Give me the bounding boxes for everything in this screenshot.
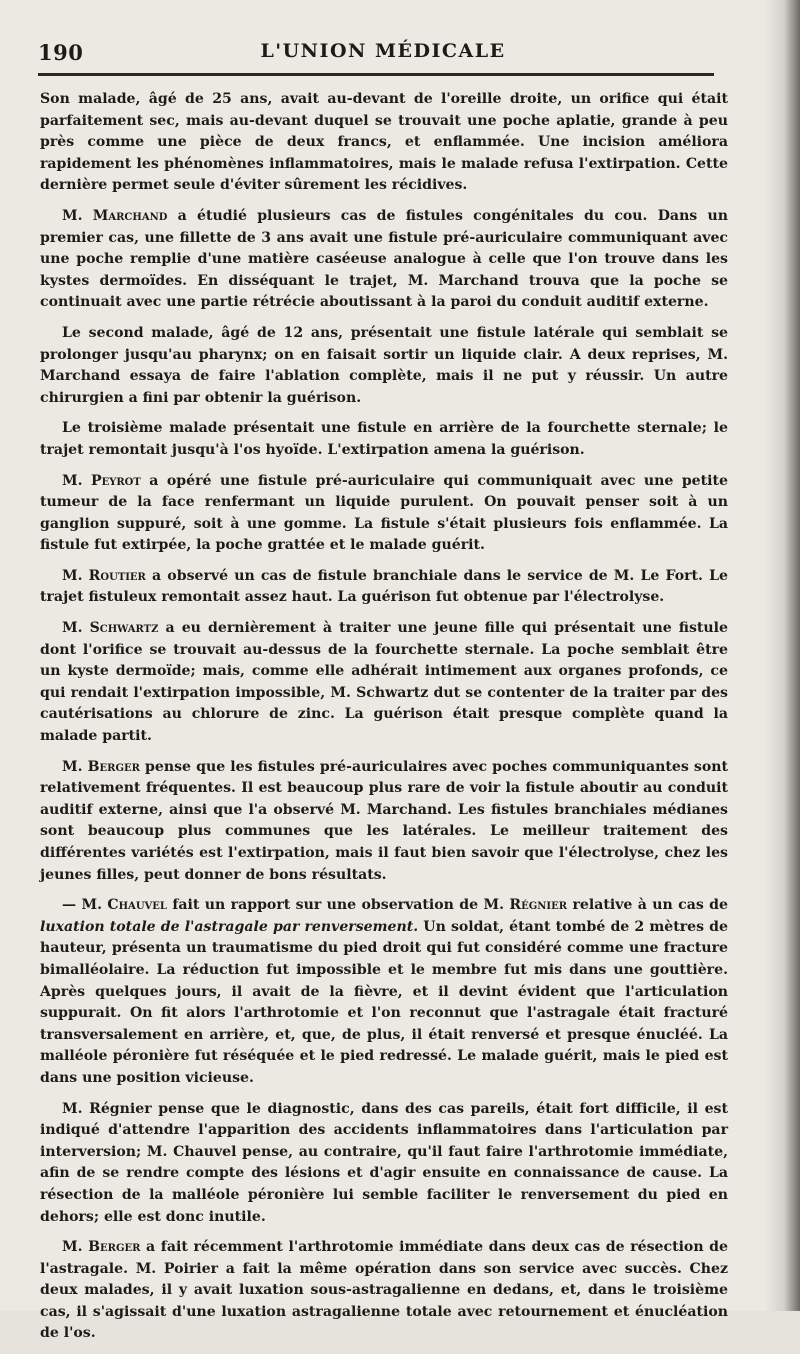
article-body [40,89,728,1354]
paragraph-7: M. Schwartz a eu dernièrement à traiter une jeune fille qui présentait une fistule dont l'orifice se trouvait au-dessus de la fourchette sternale. La poche semblait être un kyste dermoïde; mais, comme elle adhérait intimement aux organes profonds, ce qui rendait l'extirpation impossible, M. Schwartz dut se contenter de la traiter par des cautérisations au chlorure de zinc. La guérison était presque complète quand la malade partit. [40,620,728,745]
header-rule [38,73,714,76]
page-header [38,38,728,72]
paragraph-9: — M. Chauvel fait un rapport sur une observation de M. Régnier relative à un cas de luxation totale de l'astragale par renversement. Un soldat, étant tombé de 2 mètres de hauteur, présenta un traumatisme du pied droit qui fut considéré comme une fracture bimalléolaire. La réduction fut impossible et le membre fut mis dans une gouttière. Après quelques jours, il avait de la fièvre, et il devint évident que l'articulation suppurait. On fit alors l'arthrotomie et l'on reconnut que l'astragale était fracturé transversalement en arrière, et, que, de plus, il était renversé et presque énucléé. La malléole péronière fut réséquée et le pied redressé. Le malade guérit, mais le pied est dans une position vicieuse. [40,897,728,1086]
page-edge-shadow [764,0,800,1311]
paragraph-10: M. Régnier pense que le diagnostic, dans des cas pareils, était fort difficile, il est indiqué d'attendre l'apparition des accidents inflammatoires dans l'articulation par interversion; M. Chauvel pense, au contraire, qu'il faut faire l'arthrotomie immédiate, afin de se rendre compte des lésions et d'agir ensuite en connaissance de cause. La résection de la malléole péronière lui semble faciliter le renversement du pied en dehors; elle est donc inutile. [40,1100,728,1225]
page-number: 190 [38,40,84,65]
paragraph-4: Le troisième malade présentait une fistule en arrière de la fourchette sternale; le trajet remontait jusqu'à l'os hyoïde. L'extirpation amena la guérison. [40,420,728,458]
author-name: Marchand [92,207,168,224]
case-title: luxation totale de l'astragale par renversement. [40,918,419,935]
running-title: L'UNION MÉDICALE [260,40,506,62]
paragraph-6: M. Routier a observé un cas de fistule branchiale dans le service de M. Le Fort. Le trajet fistuleux remontait assez haut. La guérison fut obtenue par l'électrolyse. [40,567,728,606]
author-name: Berger [88,1239,141,1256]
author-name: Peyrot [90,472,141,489]
author-name: Chauvel [107,897,167,914]
paragraph-2: M. Marchand a étudié plusieurs cas de fistules congénitales du cou. Dans un premier cas, une fillette de 3 ans avait une fistule pré-auriculaire communiquant avec une poche remplie d'une matière caséeuse analogue à celle que l'on trouve dans les kystes dermoïdes. En disséquant le trajet, M. Marchand trouva que la poche se continuait avec une partie rétrécie aboutissant à la paroi du conduit auditif externe. [40,207,728,311]
author-name: Régnier [509,897,568,914]
author-name: Berger [87,758,140,775]
paragraph-8: M. Berger pense que les fistules pré-auriculaires avec poches communiquantes sont relativement fréquentes. Il est beaucoup plus rare de voir la fistule aboutir au conduit auditif externe, ainsi que l'a observé M. Marchand. Les fistules branchiales médianes sont beaucoup plus communes que les latérales. Le meilleur traitement des différentes variétés est l'extirpation, mais il faut bien savoir que l'électrolyse, chez les jeunes filles, peut donner de bons résultats. [40,758,728,883]
paragraph-3: Le second malade, âgé de 12 ans, présentait une fistule latérale qui semblait se prolonger jusqu'au pharynx; on en faisait sortir un liquide clair. A deux reprises, M. Marchand essaya de faire l'ablation complète, mais il ne put y réussir. Un autre chirurgien a fini par obtenir la guérison. [40,324,728,406]
author-name: Schwartz [89,620,159,637]
paragraph-1: Son malade, âgé de 25 ans, avait au-devant de l'oreille droite, un orifice qui était parfaitement sec, mais au-devant duquel se trouvait une poche aplatie, grande à peu près comme une pièce de deux francs, et enflammée. Une incision améliora rapidement les phénomènes inflammatoires, mais le malade refusa l'extirpation. Cette dernière permet seule d'éviter sûrement les récidives. [40,91,728,194]
author-name: Routier [88,567,146,584]
paragraph-5: M. Peyrot a opéré une fistule pré-auriculaire qui communiquait avec une petite tumeur de la face renfermant un liquide purulent. On pouvait penser soit à un ganglion suppuré, soit à une gomme. La fistule s'était plusieurs fois enflammée. La fistule fut extirpée, la poche grattée et le malade guérit. [40,472,728,554]
paragraph-11: M. Berger a fait récemment l'arthrotomie immédiate dans deux cas de résection de l'astragale. M. Poirier a fait la même opération dans son service avec succès. Chez deux malades, il y avait luxation sous-astragalienne en dedans, et, dans le troisième cas, il s'agissait d'une luxation astragalienne totale avec retournement et énucléation de l'os. [40,1239,729,1342]
